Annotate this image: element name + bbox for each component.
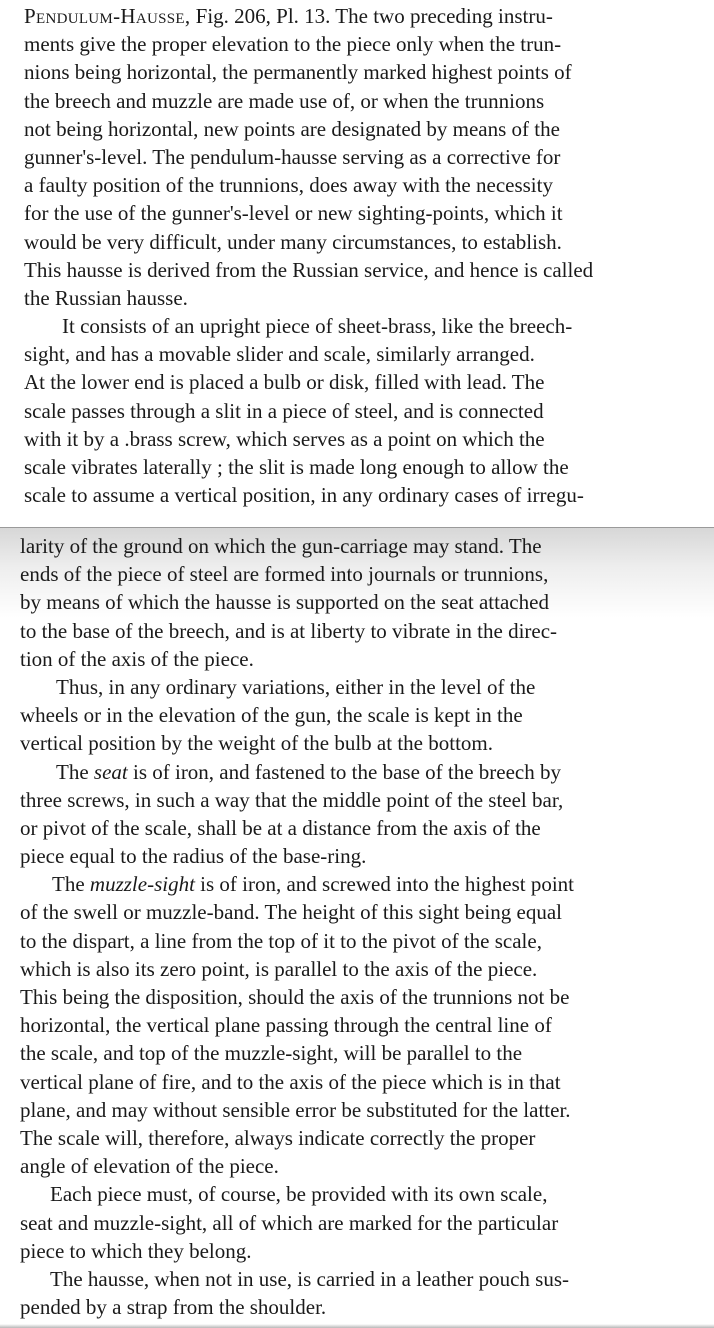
text-line: The hausse, when not in use, is carried in a leather pouch sus- [50, 1266, 570, 1291]
section-heading: Pendulum-Hausse, [24, 4, 191, 28]
text-line: At the lower end is placed a bulb or disk, filled with lead. The [24, 370, 545, 395]
text-line: sight, and has a movable slider and scale, similarly arranged. [24, 342, 535, 367]
text-line: not being horizontal, new points are designated by means of the [24, 116, 560, 141]
text-line: the scale, and top of the muzzle-sight, will be parallel to the [20, 1041, 523, 1066]
text-line: This hausse is derived from the Russian service, and hence is called [24, 257, 594, 282]
text-line: ments give the proper elevation to the piece only when the trun- [24, 32, 562, 57]
term-muzzle-sight: muzzle-sight [89, 872, 195, 897]
text-line: nions being horizontal, the permanently marked highest points of [24, 60, 572, 85]
text-line: The scale will, therefore, always indicate correctly the proper [20, 1125, 536, 1150]
text-line: pended by a strap from the shoulder. [20, 1295, 327, 1320]
text-line: horizontal, the vertical plane passing through the central line of [20, 1013, 552, 1038]
text-line: the breech and muzzle are made use of, or when the trunnions [24, 88, 545, 113]
text-line: plane, and may without sensible error be substituted for the latter. [20, 1097, 571, 1122]
text-line: seat and muzzle-sight, all of which are marked for the particular [20, 1210, 559, 1235]
text-line: tion of the axis of the piece. [20, 646, 254, 671]
text-line: to the base of the breech, and is at liberty to vibrate in the direc- [20, 618, 558, 643]
text-line: The seat is of iron, and fastened to the base of the breech by [56, 759, 562, 784]
text-line: Thus, in any ordinary variations, either in the level of the [56, 674, 536, 699]
text-line: ends of the piece of steel are formed into journals or trunnions, [20, 562, 549, 587]
text-line: which is also its zero point, is parallel to the axis of the piece. [20, 956, 538, 981]
text-line: scale to assume a vertical position, in any ordinary cases of irregu- [24, 483, 584, 508]
text-line: would be very difficult, under many circumstances, to establish. [24, 229, 562, 254]
text-line: by means of which the hausse is supported on the seat attached [20, 590, 549, 615]
text-line: with it by a .brass screw, which serves as a point on which the [24, 426, 545, 451]
text-line: The muzzle-sight is of iron, and screwed into the highest point [52, 872, 575, 897]
text-line: the Russian hausse. [24, 285, 188, 310]
text-line: scale vibrates laterally ; the slit is made long enough to allow the [24, 455, 569, 479]
lower-page-fragment [0, 528, 714, 1328]
text-line: three screws, in such a way that the middle point of the steel bar, [20, 787, 564, 812]
text-line: or pivot of the scale, shall be at a distance from the axis of the [20, 815, 541, 840]
text-line: vertical position by the weight of the bulb at the bottom. [20, 731, 493, 756]
text-line: piece equal to the radius of the base-ring. [20, 844, 367, 869]
text-line: a faulty position of the trunnions, does away with the necessity [24, 173, 553, 198]
text-line: of the swell or muzzle-band. The height of this sight being equal [20, 900, 562, 925]
text-line: This being the disposition, should the axis of the trunnions not be [20, 985, 570, 1009]
text-line: Pendulum-Hausse, Fig. 206, Pl. 13. The two preceding instru- [24, 4, 553, 28]
upper-page-fragment [0, 0, 714, 528]
text-line: wheels or in the elevation of the gun, the scale is kept in the [20, 703, 523, 728]
text-line: larity of the ground on which the gun-carriage may stand. The [20, 534, 542, 558]
text-line: for the use of the gunner's-level or new sighting-points, which it [24, 201, 563, 226]
text-line: angle of elevation of the piece. [20, 1154, 279, 1179]
text-line: Each piece must, of course, be provided with its own scale, [50, 1182, 548, 1207]
text-line: piece to which they belong. [20, 1238, 252, 1263]
text-line: gunner's-level. The pendulum-hausse serving as a corrective for [24, 144, 561, 169]
term-seat: seat [93, 759, 128, 784]
text-line: to the dispart, a line from the top of it to the pivot of the scale, [20, 928, 542, 953]
text-line: It consists of an upright piece of sheet-brass, like the breech- [62, 314, 573, 339]
text-line: scale passes through a slit in a piece of steel, and is connected [24, 398, 544, 423]
page-bottom-edge [0, 1324, 714, 1328]
text-line: vertical plane of fire, and to the axis of the piece which is in that [20, 1069, 561, 1094]
